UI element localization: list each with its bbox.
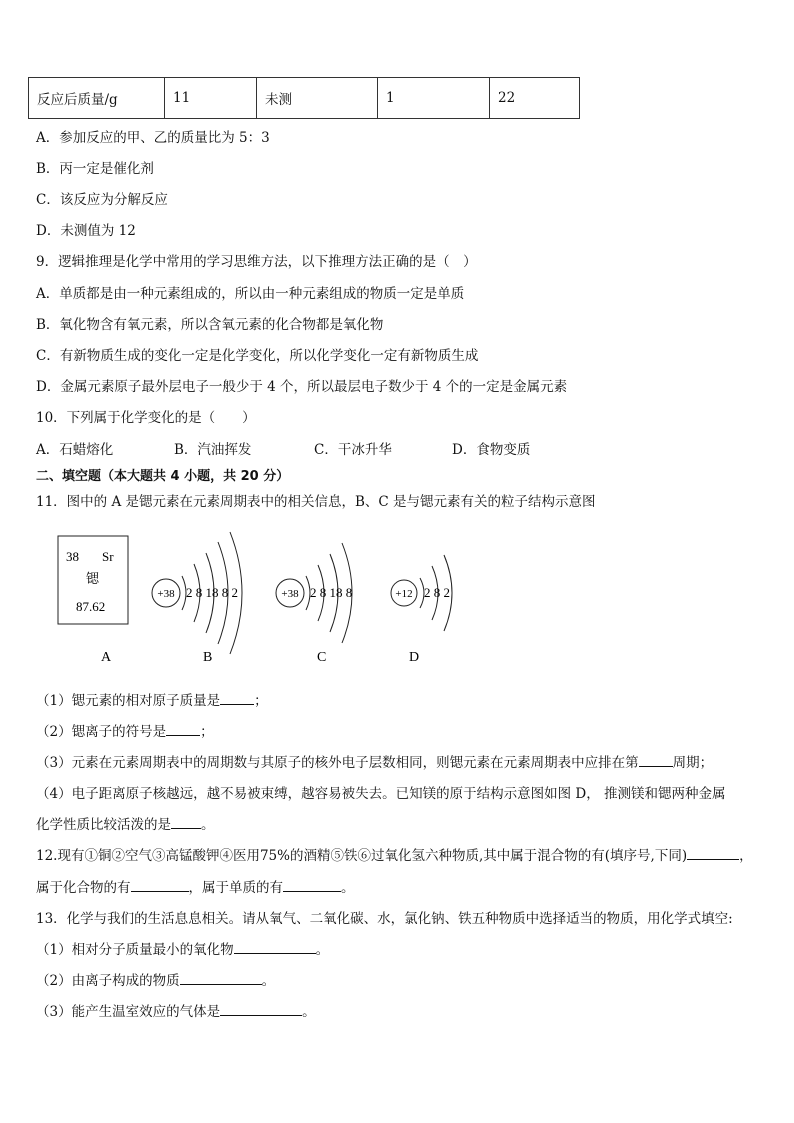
q9-option-a: A．单质都是由一种元素组成的，所以由一种元素组成的物质一定是单质 bbox=[36, 286, 465, 302]
q9-stem: 9．逻辑推理是化学中常用的学习思维方法，以下推理方法正确的是（ ） bbox=[36, 254, 477, 270]
q13-sub1-text: （1）相对分子质量最小的氧化物 bbox=[36, 942, 234, 958]
answer-blank[interactable] bbox=[283, 877, 341, 892]
q10-stem: 10．下列属于化学变化的是（ ） bbox=[36, 410, 256, 426]
answer-blank[interactable] bbox=[220, 1001, 302, 1016]
q13-stem: 13．化学与我们的生活息息相关。请从氧气、二氧化碳、水，氯化钠、铁五种物质中选择适当的物质，用化学式填空: bbox=[36, 911, 733, 927]
punctuation: ； bbox=[254, 693, 268, 709]
q11-sub1-text: （1）锶元素的相对原子质量是 bbox=[36, 693, 221, 709]
particle-diagram-b bbox=[152, 532, 242, 654]
q11-sub2 bbox=[36, 720, 214, 740]
q13-sub3 bbox=[36, 1000, 316, 1020]
figure-label-a: A bbox=[101, 650, 112, 665]
q11-sub3 bbox=[36, 751, 713, 771]
nucleus-charge: +38 bbox=[281, 588, 299, 600]
punctuation: 。 bbox=[315, 942, 330, 958]
q8-option-d: D．未测值为 12 bbox=[36, 223, 136, 239]
nucleus-charge: +38 bbox=[157, 588, 175, 600]
answer-blank[interactable] bbox=[687, 845, 739, 860]
answer-blank[interactable] bbox=[234, 939, 316, 954]
particle-diagram-d bbox=[391, 555, 452, 631]
q10-option-b: B．汽油挥发 bbox=[174, 442, 252, 458]
punctuation: ； bbox=[200, 724, 214, 740]
q13-sub1 bbox=[36, 938, 329, 958]
q12-element-text: ，属于单质的有 bbox=[188, 880, 283, 896]
q10-option-c: C．干冰升华 bbox=[314, 442, 392, 458]
particle-diagram-c bbox=[276, 543, 352, 643]
punctuation: ， bbox=[739, 848, 753, 864]
q8-option-b: B．丙一定是催化剂 bbox=[36, 161, 154, 177]
nucleus-charge: +12 bbox=[395, 588, 413, 600]
answer-blank[interactable] bbox=[220, 690, 254, 705]
electron-counts: 2 8 18 8 2 bbox=[186, 585, 238, 600]
electron-counts: 2 8 18 8 bbox=[310, 585, 353, 600]
q9-option-c: C．有新物质生成的变化一定是化学变化，所以化学变化一定有新物质生成 bbox=[36, 348, 479, 364]
table-row bbox=[29, 78, 580, 119]
q10-option-a: A．石蜡熔化 bbox=[36, 442, 114, 458]
electron-counts: 2 8 2 bbox=[424, 585, 450, 600]
q10-option-d: D．食物变质 bbox=[452, 442, 531, 458]
table-cell: 22 bbox=[490, 78, 580, 119]
mass-table bbox=[28, 77, 580, 119]
punctuation: 。 bbox=[341, 880, 355, 896]
q9-option-b: B．氧化物含有氧元素，所以含氧元素的化合物都是氧化物 bbox=[36, 317, 384, 333]
element-symbol: Sr bbox=[102, 549, 114, 564]
q8-option-c: C．该反应为分解反应 bbox=[36, 192, 168, 208]
figure-label-b: B bbox=[203, 650, 213, 665]
answer-blank[interactable] bbox=[166, 721, 200, 736]
q11-sub4-line1: （4）电子距离原子核越远，越不易被束缚，越容易被失去。已知镁的原于结构示意图如图 D， 推测镁和锶两种金属 bbox=[36, 786, 726, 802]
atomic-structure-figure bbox=[0, 520, 794, 670]
q11-sub2-text: （2）锶离子的符号是 bbox=[36, 724, 167, 740]
q12-stem: 12.现有①铜②空气③高锰酸钾④医用75%的酒精⑤铁⑥过氧化氢六种物质,其中属于混合物的有(填序号,下同) bbox=[36, 848, 688, 864]
q12-line2 bbox=[36, 876, 355, 896]
answer-blank[interactable] bbox=[171, 814, 201, 829]
element-name: 锶 bbox=[86, 571, 100, 586]
q13-sub2 bbox=[36, 969, 275, 989]
answer-blank[interactable] bbox=[180, 970, 262, 985]
element-atomic-mass: 87.62 bbox=[76, 599, 106, 614]
answer-blank[interactable] bbox=[639, 752, 673, 767]
table-cell: 1 bbox=[378, 78, 490, 119]
answer-blank[interactable] bbox=[131, 877, 189, 892]
q11-sub4-line2 bbox=[36, 813, 215, 833]
table-cell-label: 反应后质量/g bbox=[29, 78, 165, 119]
q8-option-a: A．参加反应的甲、乙的质量比为 5：3 bbox=[36, 130, 270, 146]
punctuation: 。 bbox=[261, 973, 276, 989]
q13-sub2-text: （2）由离子构成的物质 bbox=[36, 973, 180, 989]
q9-option-d: D．金属元素原子最外层电子一般少于 4 个，所以最层电子数少于 4 个的一定是金属元素 bbox=[36, 379, 568, 395]
element-atomic-number: 38 bbox=[66, 549, 79, 564]
q11-sub3-text: （3）元素在元素周期表中的周期数与其原子的核外电子层数相同，则锶元素在元素周期表中应排在第 bbox=[36, 755, 639, 771]
q12-line1 bbox=[36, 844, 753, 864]
figure-label-d: D bbox=[409, 650, 420, 665]
q12-compound-text: 属于化合物的有 bbox=[36, 880, 131, 896]
q13-sub3-text: （3）能产生温室效应的气体是 bbox=[36, 1004, 221, 1020]
punctuation: 。 bbox=[201, 817, 215, 833]
table-cell: 未测 bbox=[257, 78, 378, 119]
q11-sub3-suffix: 周期； bbox=[672, 755, 714, 771]
q11-stem: 11．图中的 A 是锶元素在元素周期表中的相关信息，B、C 是与锶元素有关的粒子结构示意图 bbox=[36, 494, 596, 510]
q11-sub4-text: 化学性质比较活泼的是 bbox=[36, 817, 171, 833]
section-heading: 二、填空题（本大题共 4 小题，共 20 分） bbox=[36, 469, 290, 484]
punctuation: 。 bbox=[302, 1004, 316, 1020]
figure-label-c: C bbox=[317, 650, 327, 665]
q11-sub1 bbox=[36, 689, 268, 709]
table-cell: 11 bbox=[165, 78, 257, 119]
